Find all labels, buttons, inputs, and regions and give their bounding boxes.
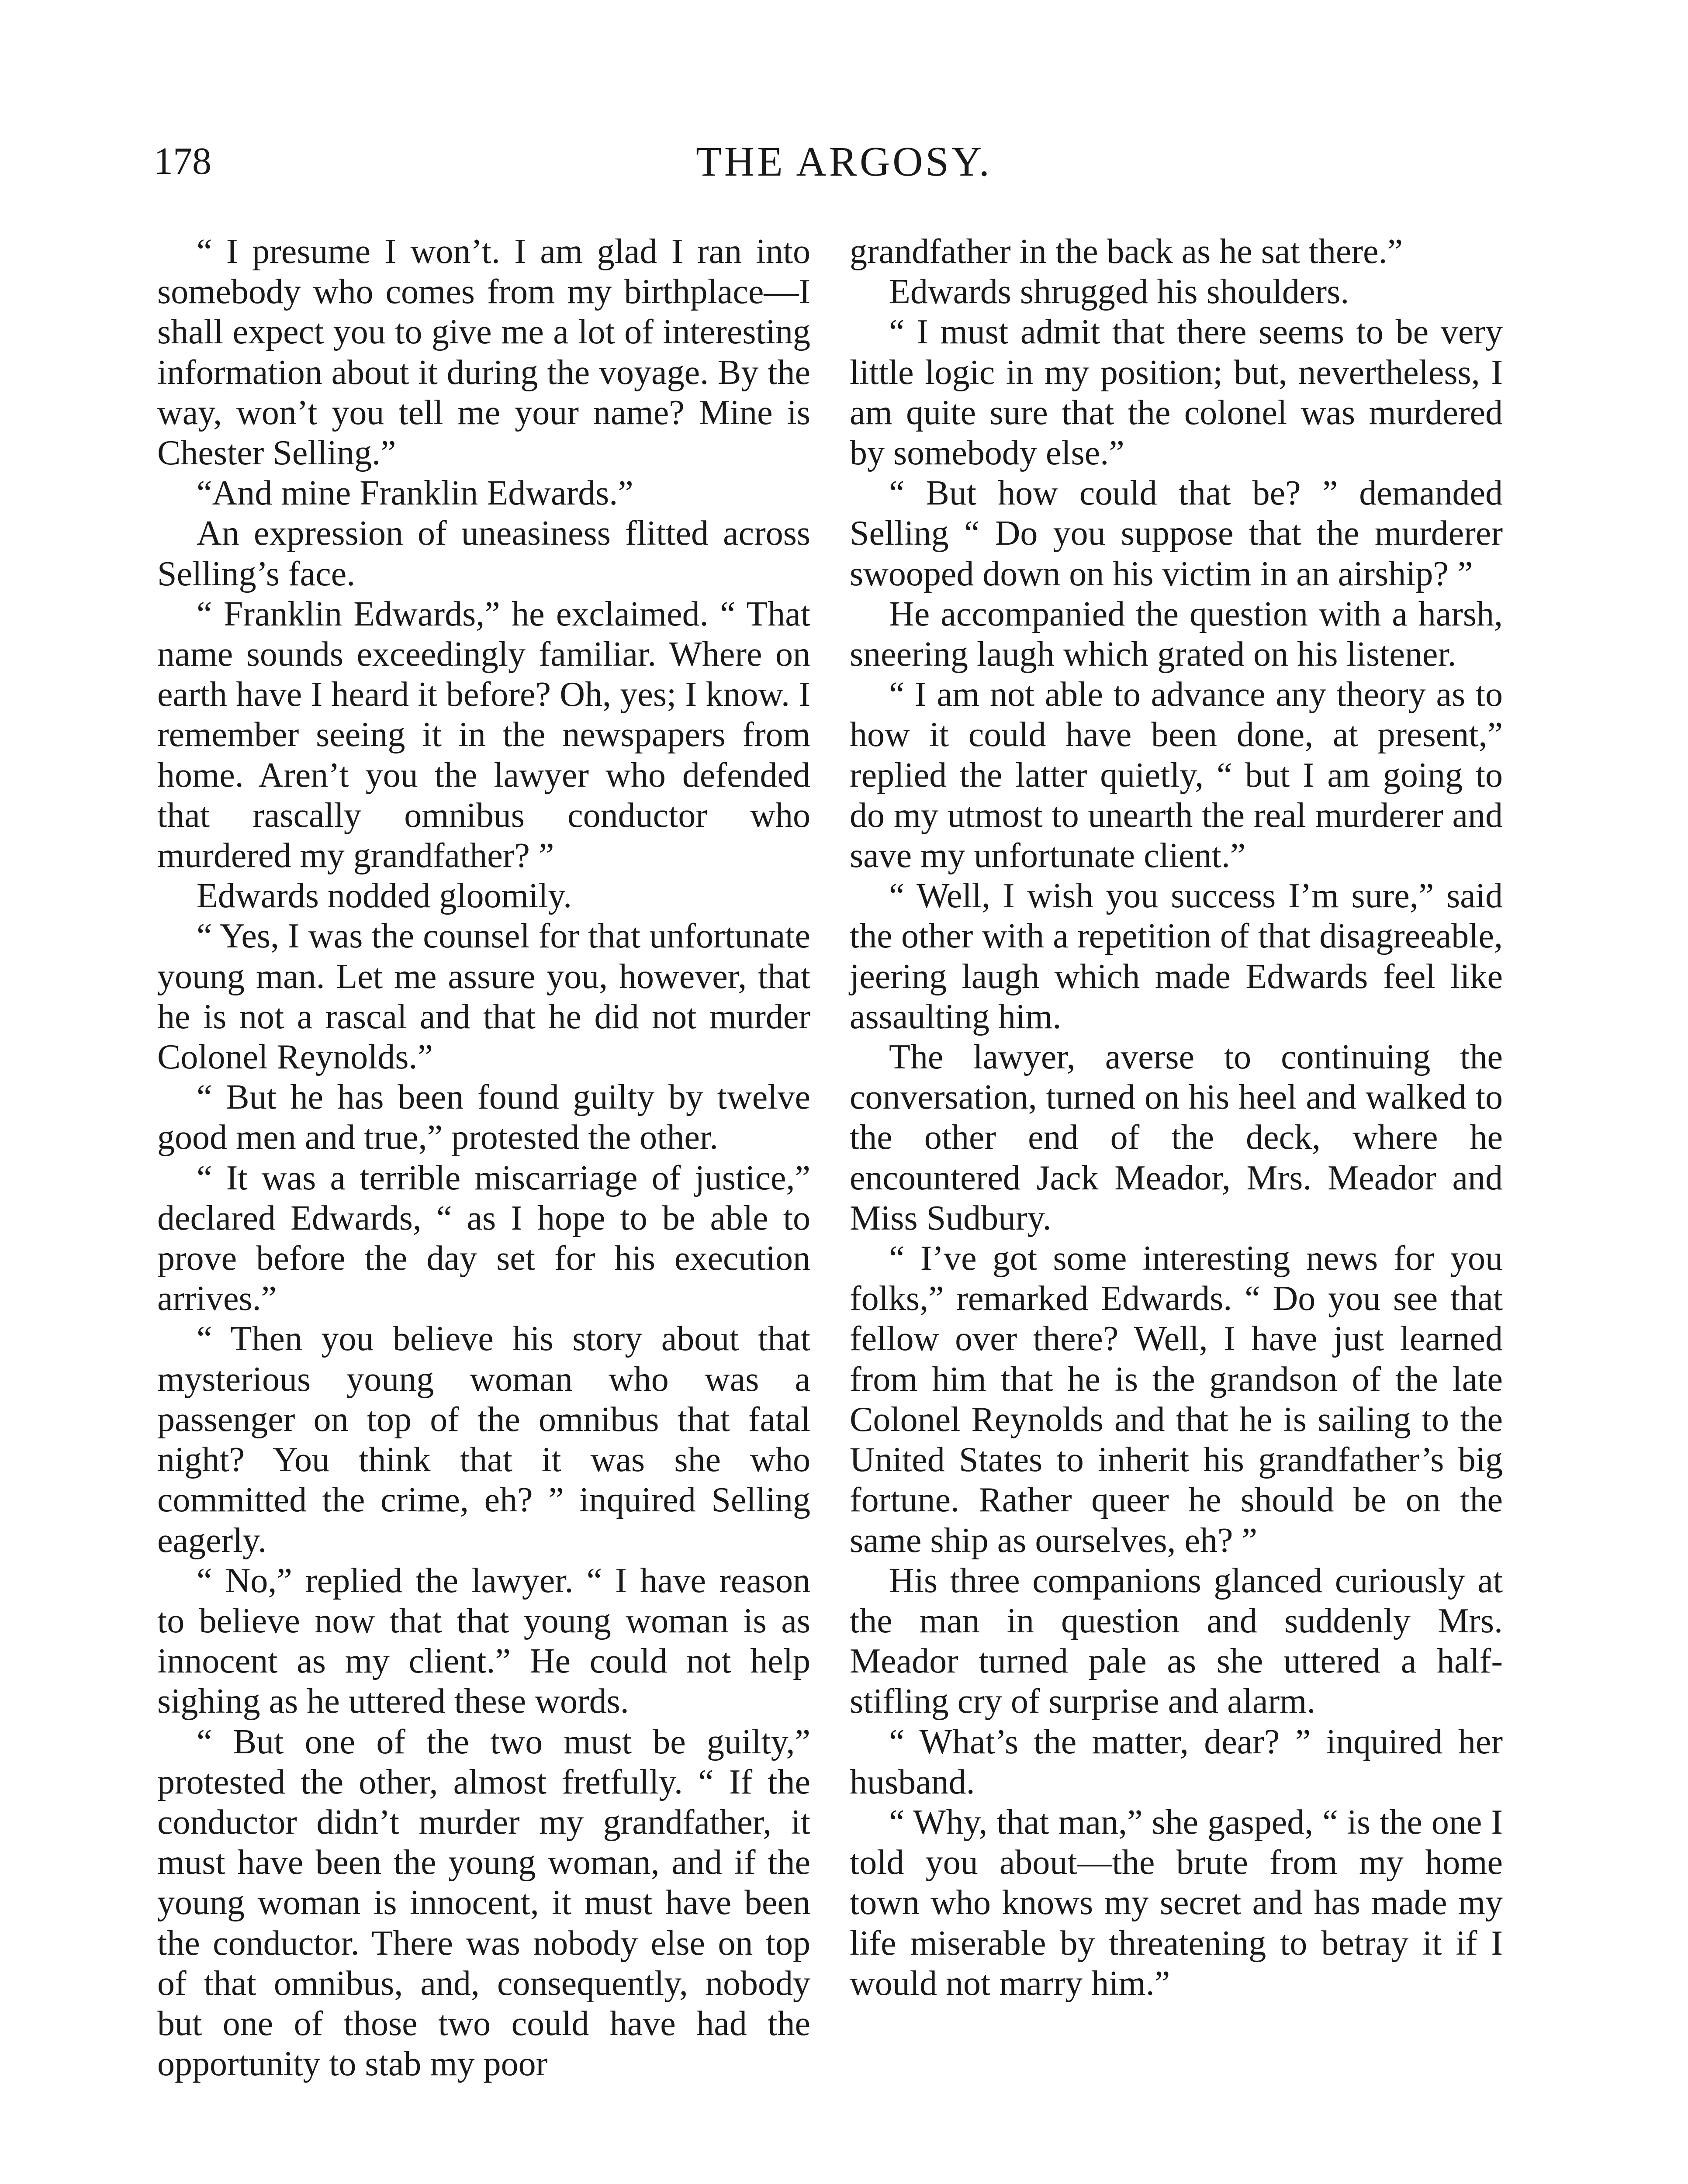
paragraph: He accompanied the question with a harsh, sneering laugh which grated on his listener.: [850, 594, 1503, 674]
paragraph: “ It was a terrible miscarriage of justice,” declared Edwards, “ as I hope to be able to prove before the day set for his execution arrives.”: [157, 1158, 810, 1318]
paragraph-continued: grandfather in the back as he sat there.”: [850, 232, 1403, 271]
page-number: 178: [154, 140, 211, 183]
paragraph: “ I’ve got some interesting news for you folks,” remarked Edwards. “ Do you see that fellow over there? Well, I have just learned from him that he is the grandson of the late Colonel Reynolds and that he is sailing to the United States to inherit his grandfather’s big fortune. Rather queer he should be on the same ship as ourselves, eh? ”: [850, 1239, 1503, 1560]
paragraph: “ I am not able to advance any theory as to how it could have been done, at present,” replied the latter quietly, “ but I am going to do my utmost to unearth the real murderer and save my unfortunate client.”: [850, 675, 1503, 875]
running-head: THE ARGOSY.: [696, 138, 992, 185]
paragraph: Edwards shrugged his shoulders.: [889, 273, 1349, 311]
paragraph: His three companions glanced curiously at the man in question and suddenly Mrs. Meador turned pale as she uttered a half-stifling cry of surprise and alarm.: [850, 1561, 1503, 1721]
paragraph: “ I presume I won’t. I am glad I ran into somebody who comes from my birthplace—I shall expect you to give me a lot of interesting information about it during the voyage. By the way, won’t you tell me your name? Mine is Chester Selling.”: [157, 232, 810, 473]
paragraph: “ But how could that be? ” demanded Selling “ Do you suppose that the murderer swooped down on his victim in an airship? ”: [850, 474, 1503, 593]
paragraph: “ No,” replied the lawyer. “ I have reason to believe now that that young woman is as innocent as my client.” He could not help sighing as he uttered these words.: [157, 1561, 810, 1721]
paragraph: “ Well, I wish you success I’m sure,” said the other with a repetition of that disagreeable, jeering laugh which made Edwards feel like assaulting him.: [850, 877, 1503, 1036]
paragraph: “ I must admit that there seems to be very little logic in my position; but, nevertheless, I am quite sure that the colonel was murdered by somebody else.”: [850, 313, 1503, 473]
paragraph: An expression of uneasiness flitted across Selling’s face.: [157, 514, 810, 593]
paragraph: “ But he has been found guilty by twelve good men and true,” protested the other.: [157, 1078, 810, 1157]
paragraph: “ But one of the two must be guilty,” protested the other, almost fretfully. “ If the conductor didn’t murder my grandfather, it must have been the young woman, and if the young woman is innocent, it must have been the conductor. There was nobody else on top of that omnibus, and, consequently, nobody but one of those two could have had the opportunity to stab my poor: [157, 1722, 810, 2084]
right-column: [850, 232, 1503, 2004]
paragraph: “ What’s the matter, dear? ” inquired her husband.: [850, 1722, 1503, 1801]
paragraph: “ Then you believe his story about that mysterious young woman who was a passenger on top of the omnibus that fatal night? You think that it was she who committed the crime, eh? ” inquired Selling eagerly.: [157, 1320, 810, 1560]
paragraph: “ Franklin Edwards,” he exclaimed. “ That name sounds exceedingly familiar. Where on earth have I heard it before? Oh, yes; I know. I remember seeing it in the newspapers from home. Aren’t you the lawyer who defended that rascally omnibus conductor who murdered my grandfather? ”: [157, 594, 810, 875]
left-column: [157, 232, 810, 2084]
paragraph: “ Yes, I was the counsel for that unfortunate young man. Let me assure you, however, that he is not a rascal and that he did not murder Colonel Reynolds.”: [157, 917, 810, 1077]
paragraph: The lawyer, averse to continuing the conversation, turned on his heel and walked to the other end of the deck, where he encountered Jack Meador, Mrs. Meador and Miss Sudbury.: [850, 1038, 1503, 1237]
paragraph: “ Why, that man,” she gasped, “ is the one I told you about—the brute from my home town who knows my secret and has made my life miserable by threatening to betray it if I would not marry him.”: [850, 1803, 1503, 2003]
paragraph: Edwards nodded gloomily.: [197, 877, 572, 916]
paragraph: “And mine Franklin Edwards.”: [197, 474, 633, 513]
